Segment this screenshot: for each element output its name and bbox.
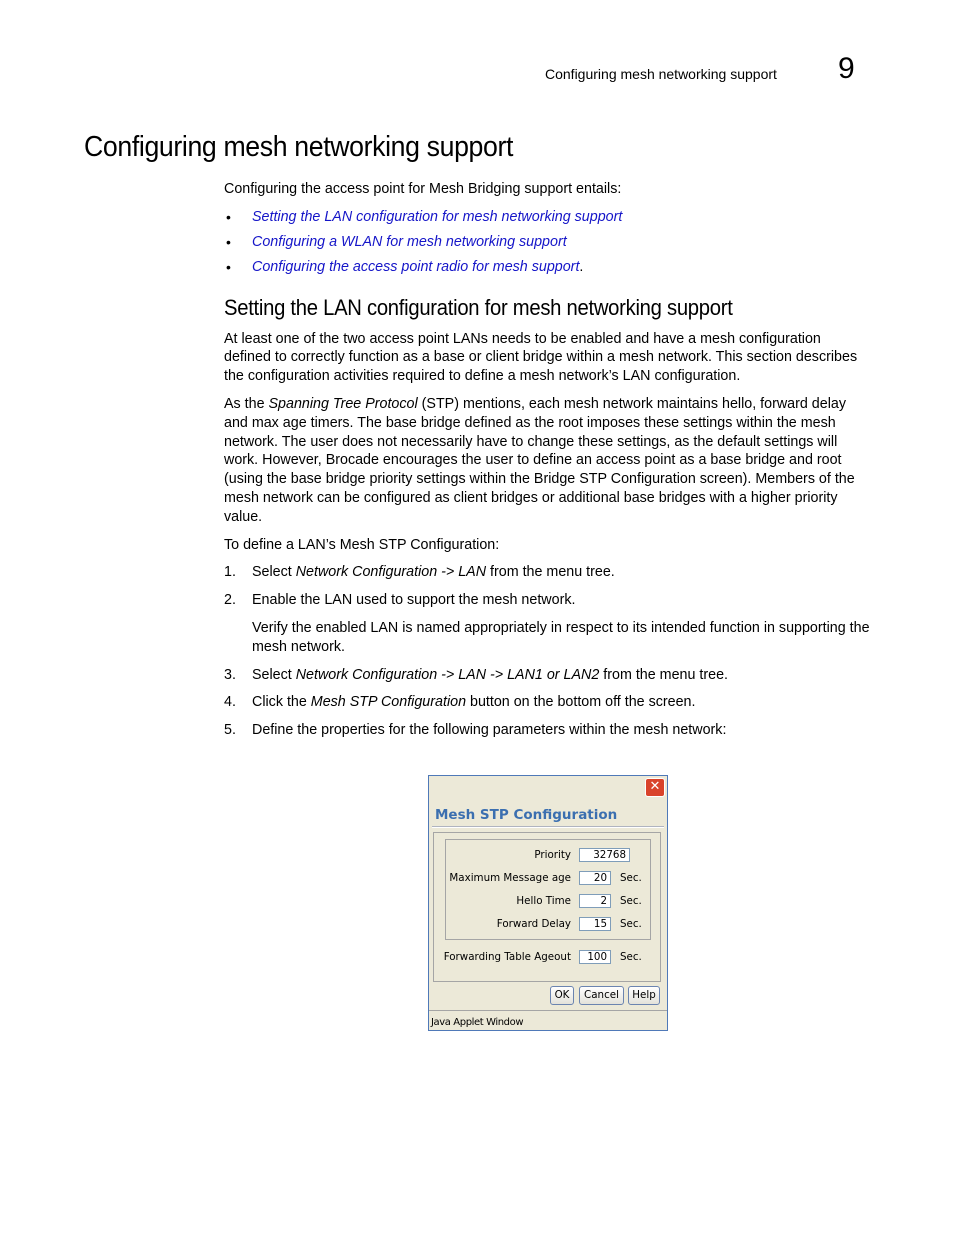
emphasis: Network Configuration -> LAN -> LAN1 or LAN2 [295,666,600,683]
list-item [224,233,870,258]
running-head: Configuring mesh networking support [545,66,777,82]
unit-label: Sec. [620,872,642,884]
main-content [224,180,870,749]
priority-field[interactable]: 32768 [579,848,630,862]
forward-delay-row [449,917,571,932]
link-lan-configuration[interactable]: Setting the LAN configuration for mesh networking support [252,208,623,225]
link-radio-configuration[interactable]: Configuring the access point radio for mesh support [252,258,580,275]
page-title: Configuring mesh networking support [84,131,514,163]
dialog-title: Mesh STP Configuration [435,807,618,823]
ageout-field[interactable]: 100 [579,950,611,964]
bullet-icon: • [226,258,231,275]
step-number: 1. [224,564,236,581]
paragraph: To define a LAN’s Mesh STP Configuration: [224,536,500,553]
step-note: Verify the enabled LAN is named appropriately in respect to its intended function in supporting the mesh network. [252,619,870,655]
text-span: Click the [252,694,311,711]
hello-time-row [449,894,571,909]
help-button[interactable]: Help [628,986,660,1005]
section-heading: Setting the LAN configuration for mesh networking support [224,294,733,320]
unit-label: Sec. [620,951,642,963]
unit-label: Sec. [620,895,642,907]
text-span: from the menu tree. [599,666,729,683]
mesh-stp-dialog [428,775,668,1031]
text-span: As the [224,395,269,412]
paragraph [224,395,870,527]
bullet-icon: • [226,233,231,250]
hello-time-label: Hello Time [516,895,571,907]
text-span: Select [252,564,296,581]
applet-status: Java Applet Window [431,1017,524,1028]
list-item [224,258,870,283]
forward-delay-field[interactable]: 15 [579,917,611,931]
ageout-row [441,950,571,965]
divider [429,1010,667,1011]
priority-label: Priority [534,849,571,861]
emphasis: Spanning Tree Protocol [268,395,418,412]
link-list [224,208,870,283]
priority-row [449,848,571,863]
close-icon[interactable]: ✕ [645,778,665,797]
step-item [224,591,870,610]
list-item [224,208,870,233]
max-age-label: Maximum Message age [449,872,571,884]
step-item [224,721,870,740]
text-span: from the menu tree. [486,564,615,581]
link-wlan-configuration[interactable]: Configuring a WLAN for mesh networking support [252,233,567,250]
step-number: 5. [224,722,236,739]
link-suffix: . [579,258,584,275]
step-number: 2. [224,592,236,609]
hello-time-field[interactable]: 2 [579,894,611,908]
max-age-row [449,871,571,886]
cancel-button[interactable]: Cancel [579,986,624,1005]
ok-button[interactable]: OK [550,986,574,1005]
step-item [224,693,870,712]
step-list [224,563,870,740]
bullet-icon: • [226,208,231,225]
emphasis: Network Configuration -> LAN [295,564,487,581]
chapter-number: 9 [838,52,855,85]
text-span: (STP) mentions, each mesh network maintains hello, forward delay and max age timers. The base bridge defined as the root imposes these settings within the mesh network. The user does not necessarily have to change these settings, as the default settings will work. However, Brocade encourages the user to define an access point as a base bridge and root (using the base bridge priority settings within the Bridge STP Configuration screen). Members of the mesh network can be configured as client bridges or additional base bridges with a higher priority value. [224,395,855,525]
emphasis: Mesh STP Configuration [310,694,467,711]
text-span: Select [252,666,296,683]
text-span: button on the bottom off the screen. [466,694,696,711]
step-item [224,666,870,685]
forward-delay-label: Forward Delay [496,918,571,930]
intro-text: Configuring the access point for Mesh Bridging support entails: [224,181,622,197]
ageout-label: Forwarding Table Ageout [443,951,571,963]
max-age-field[interactable]: 20 [579,871,611,885]
divider [432,826,664,828]
paragraph: At least one of the two access point LANs needs to be enabled and have a mesh configuration defined to correctly function as a base or client bridge within a mesh network. This section describes the configuration activities required to define a mesh network’s LAN configuration. [224,330,858,385]
unit-label: Sec. [620,918,642,930]
text-span: Enable the LAN used to support the mesh network. [252,592,576,609]
step-item [224,563,870,582]
step-number: 4. [224,694,236,711]
text-span: Define the properties for the following parameters within the mesh network: [252,722,727,739]
step-number: 3. [224,666,236,683]
